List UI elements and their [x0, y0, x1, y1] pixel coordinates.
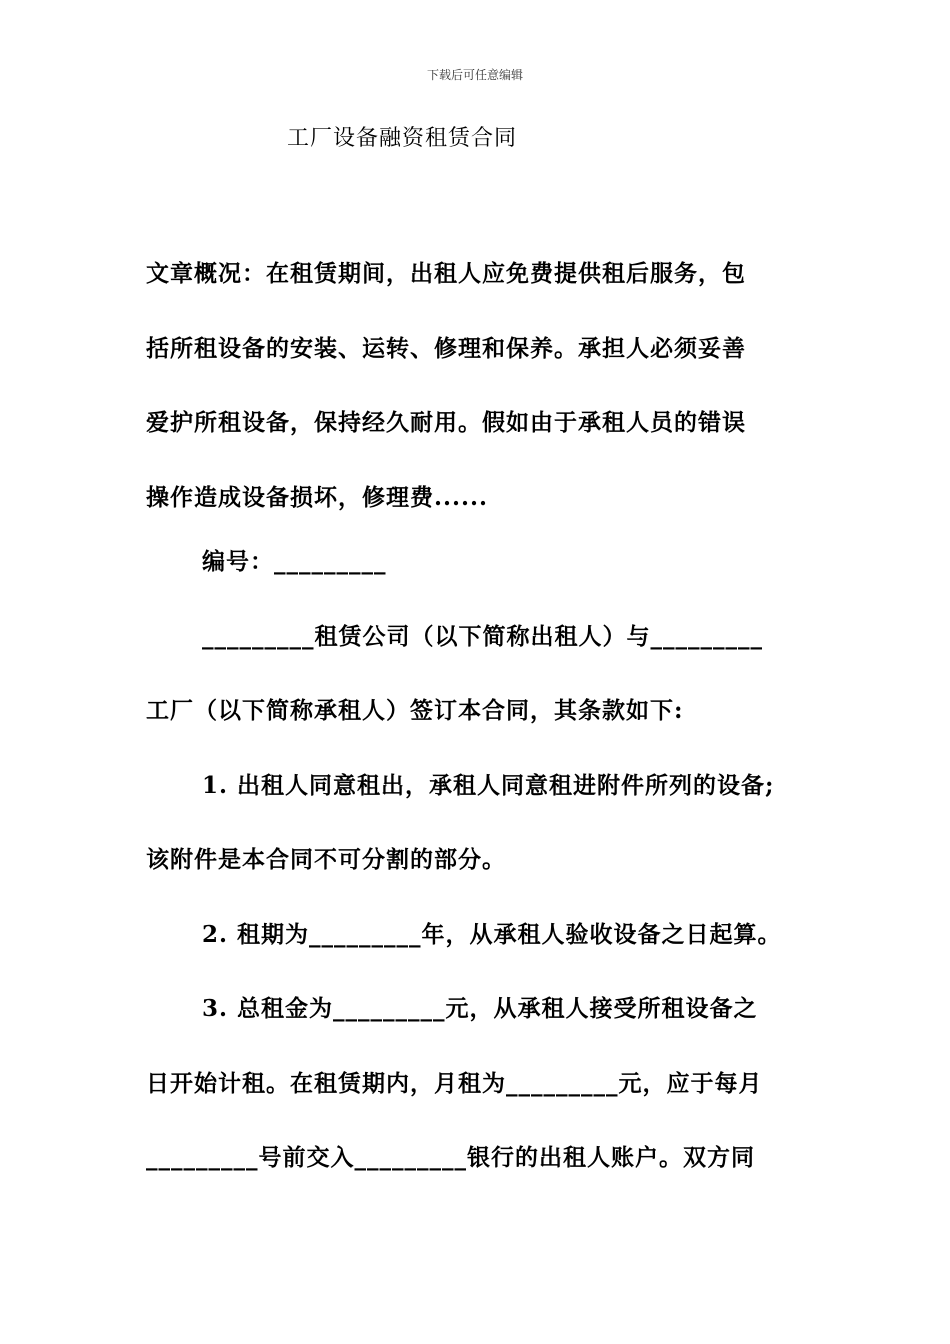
summary-line-1: 文章概况：在租赁期间，出租人应免费提供租后服务，包: [146, 260, 746, 287]
summary-line-4: 操作造成设备损坏，修理费......: [146, 484, 489, 511]
clause-3-line-1: 3. 总租金为_________元，从承租人接受所租设备之: [202, 995, 758, 1022]
parties-line-2: 工厂（以下简称承租人）签订本合同，其条款如下:: [146, 697, 684, 724]
document-title: 工厂设备融资租赁合同: [287, 126, 518, 151]
summary-line-2: 括所租设备的安装、运转、修理和保养。承担人必须妥善: [146, 335, 746, 362]
clause-1-line-2: 该附件是本合同不可分割的部分。: [146, 846, 506, 873]
contract-number-line: 编号：_________: [202, 548, 387, 575]
summary-line-3: 爱护所租设备，保持经久耐用。假如由于承租人员的错误: [146, 409, 746, 436]
clause-1-line-1: 1. 出租人同意租出，承租人同意租进附件所列的设备;: [202, 772, 775, 799]
clause-2-line: 2. 租期为_________年，从承租人验收设备之日起算。: [202, 921, 782, 948]
parties-line-1: _________租赁公司（以下简称出租人）与_________: [202, 623, 763, 650]
clause-3-line-3: _________号前交入_________银行的出租人账户。双方同: [146, 1144, 755, 1171]
clause-3-line-2: 日开始计租。在租赁期内，月租为_________元，应于每月: [146, 1070, 763, 1097]
header-note: 下载后可任意编辑: [426, 68, 523, 82]
